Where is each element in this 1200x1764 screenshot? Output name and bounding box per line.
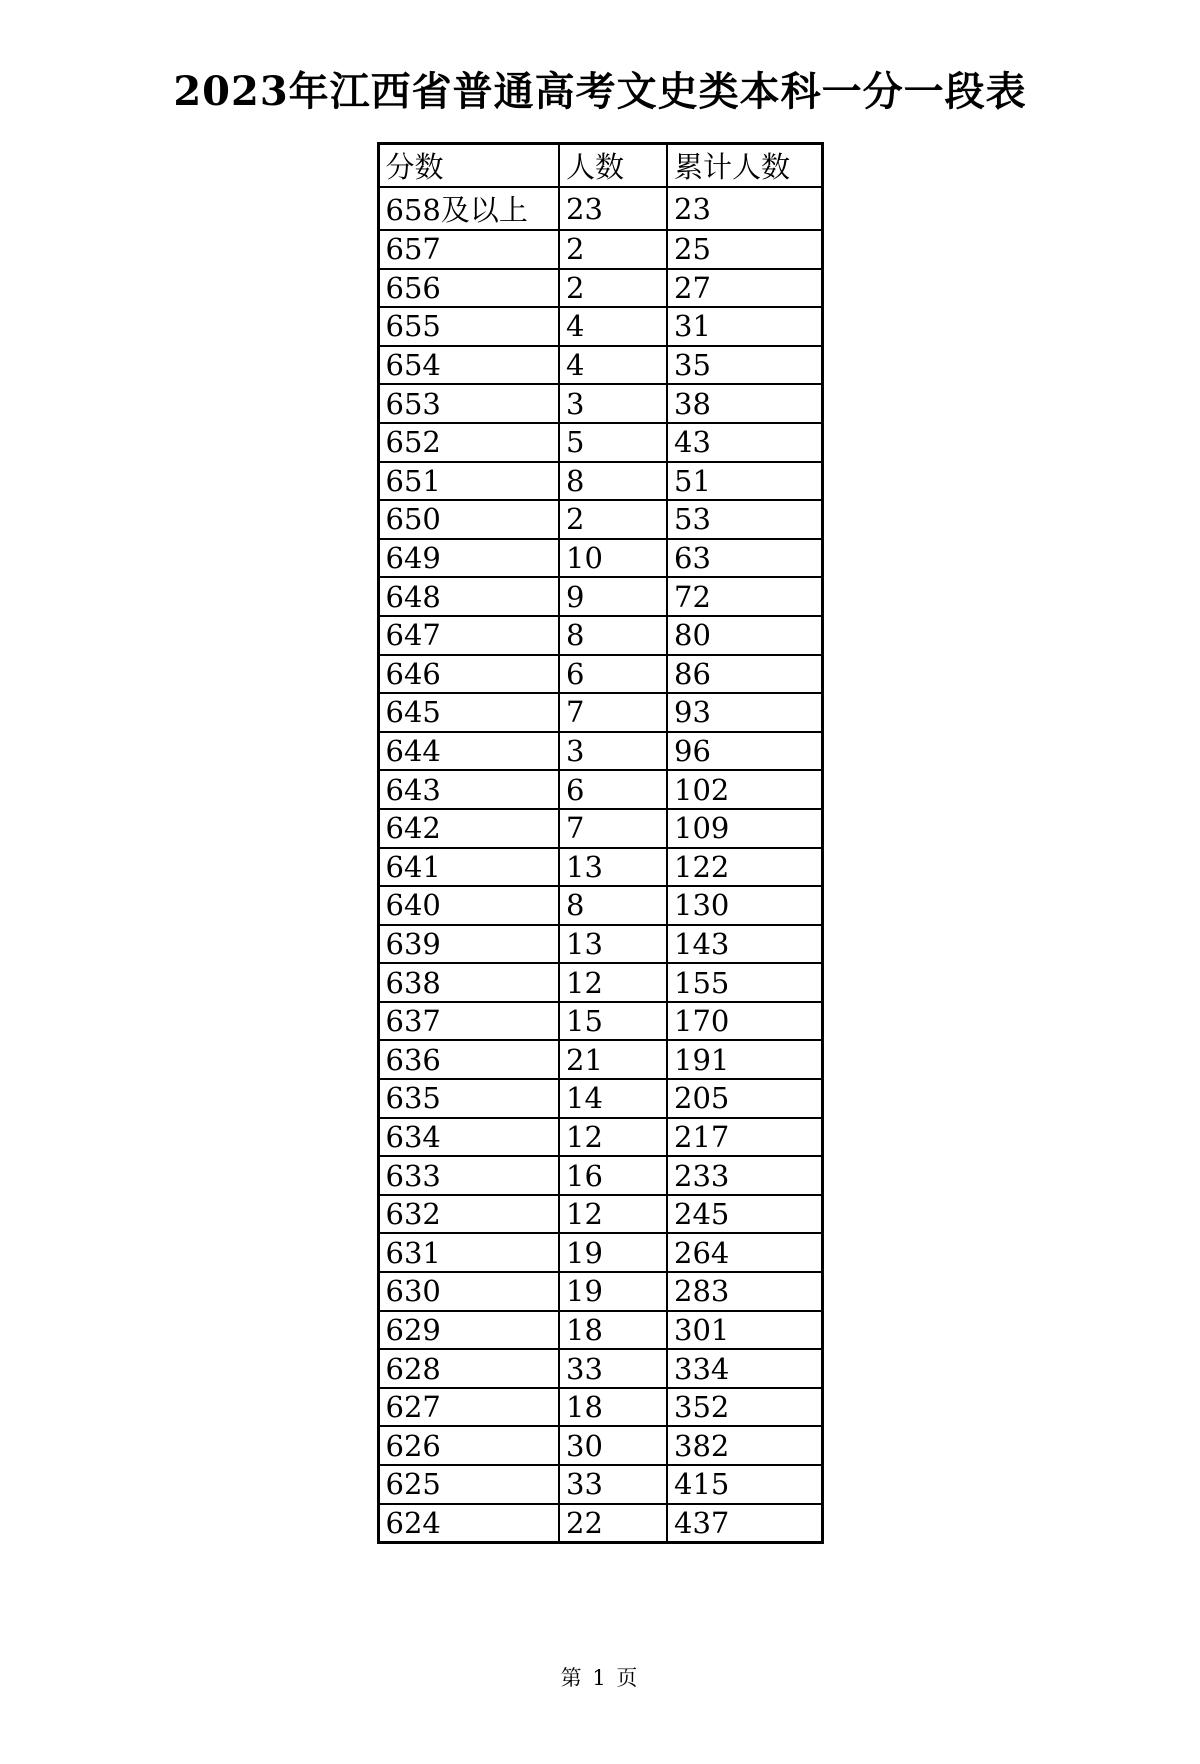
score-cell: 628 bbox=[378, 1349, 559, 1388]
table-row bbox=[378, 1349, 822, 1388]
count-cell: 2 bbox=[559, 500, 667, 539]
table-row bbox=[378, 1233, 822, 1272]
cumulative-cell: 382 bbox=[667, 1426, 822, 1465]
table-row bbox=[378, 1465, 822, 1504]
table-row bbox=[378, 1311, 822, 1350]
table-row bbox=[378, 1156, 822, 1195]
cumulative-cell: 143 bbox=[667, 925, 822, 964]
cumulative-cell: 38 bbox=[667, 384, 822, 423]
count-cell: 9 bbox=[559, 577, 667, 616]
cumulative-cell: 72 bbox=[667, 577, 822, 616]
cumulative-cell: 27 bbox=[667, 269, 822, 308]
cumulative-cell: 301 bbox=[667, 1311, 822, 1350]
score-cell: 643 bbox=[378, 770, 559, 809]
score-cell: 636 bbox=[378, 1040, 559, 1079]
score-cell: 654 bbox=[378, 346, 559, 385]
page-number: 第 1 页 bbox=[560, 1666, 640, 1690]
score-cell: 638 bbox=[378, 963, 559, 1002]
table-row bbox=[378, 963, 822, 1002]
score-cell: 641 bbox=[378, 848, 559, 887]
cumulative-cell: 334 bbox=[667, 1349, 822, 1388]
header-count: 人数 bbox=[559, 144, 667, 188]
count-cell: 8 bbox=[559, 886, 667, 925]
score-cell: 624 bbox=[378, 1504, 559, 1543]
score-cell: 629 bbox=[378, 1311, 559, 1350]
count-cell: 16 bbox=[559, 1156, 667, 1195]
count-cell: 8 bbox=[559, 462, 667, 501]
count-cell: 12 bbox=[559, 1118, 667, 1157]
page-title: 2023年江西省普通高考文史类本科一分一段表 bbox=[173, 68, 1027, 115]
table-row bbox=[378, 693, 822, 732]
score-cell: 655 bbox=[378, 307, 559, 346]
cumulative-cell: 352 bbox=[667, 1388, 822, 1427]
score-cell: 630 bbox=[378, 1272, 559, 1311]
count-cell: 10 bbox=[559, 539, 667, 578]
count-cell: 13 bbox=[559, 925, 667, 964]
count-cell: 3 bbox=[559, 384, 667, 423]
count-cell: 21 bbox=[559, 1040, 667, 1079]
count-cell: 30 bbox=[559, 1426, 667, 1465]
score-cell: 651 bbox=[378, 462, 559, 501]
table-row bbox=[378, 770, 822, 809]
count-cell: 15 bbox=[559, 1002, 667, 1041]
table-row bbox=[378, 1388, 822, 1427]
count-cell: 4 bbox=[559, 307, 667, 346]
cumulative-cell: 233 bbox=[667, 1156, 822, 1195]
count-cell: 8 bbox=[559, 616, 667, 655]
score-cell: 635 bbox=[378, 1079, 559, 1118]
cumulative-cell: 80 bbox=[667, 616, 822, 655]
cumulative-cell: 415 bbox=[667, 1465, 822, 1504]
table-row bbox=[378, 1272, 822, 1311]
cumulative-cell: 245 bbox=[667, 1195, 822, 1234]
score-cell: 647 bbox=[378, 616, 559, 655]
table-header-row bbox=[378, 144, 822, 188]
score-cell: 634 bbox=[378, 1118, 559, 1157]
count-cell: 14 bbox=[559, 1079, 667, 1118]
cumulative-cell: 283 bbox=[667, 1272, 822, 1311]
cumulative-cell: 23 bbox=[667, 187, 822, 230]
count-cell: 19 bbox=[559, 1233, 667, 1272]
count-cell: 2 bbox=[559, 269, 667, 308]
header-cumulative: 累计人数 bbox=[667, 144, 822, 188]
cumulative-cell: 122 bbox=[667, 848, 822, 887]
table-row bbox=[378, 886, 822, 925]
cumulative-cell: 205 bbox=[667, 1079, 822, 1118]
table-row bbox=[378, 616, 822, 655]
table-row bbox=[378, 230, 822, 269]
table-row bbox=[378, 655, 822, 694]
count-cell: 12 bbox=[559, 1195, 667, 1234]
score-cell: 625 bbox=[378, 1465, 559, 1504]
table-row bbox=[378, 539, 822, 578]
cumulative-cell: 170 bbox=[667, 1002, 822, 1041]
table-row bbox=[378, 1426, 822, 1465]
count-cell: 3 bbox=[559, 732, 667, 771]
cumulative-cell: 93 bbox=[667, 693, 822, 732]
cumulative-cell: 217 bbox=[667, 1118, 822, 1157]
cumulative-cell: 437 bbox=[667, 1504, 822, 1543]
table-row bbox=[378, 1504, 822, 1543]
score-cell: 626 bbox=[378, 1426, 559, 1465]
cumulative-cell: 51 bbox=[667, 462, 822, 501]
cumulative-cell: 25 bbox=[667, 230, 822, 269]
table-row bbox=[378, 269, 822, 308]
count-cell: 22 bbox=[559, 1504, 667, 1543]
score-distribution-table bbox=[377, 142, 824, 1544]
table-row bbox=[378, 187, 822, 230]
score-cell: 648 bbox=[378, 577, 559, 616]
count-cell: 19 bbox=[559, 1272, 667, 1311]
cumulative-cell: 43 bbox=[667, 423, 822, 462]
score-cell: 632 bbox=[378, 1195, 559, 1234]
table-row bbox=[378, 732, 822, 771]
score-cell: 637 bbox=[378, 1002, 559, 1041]
score-cell: 644 bbox=[378, 732, 559, 771]
table-row bbox=[378, 809, 822, 848]
cumulative-cell: 155 bbox=[667, 963, 822, 1002]
cumulative-cell: 96 bbox=[667, 732, 822, 771]
score-cell: 657 bbox=[378, 230, 559, 269]
score-cell: 650 bbox=[378, 500, 559, 539]
count-cell: 4 bbox=[559, 346, 667, 385]
score-cell: 653 bbox=[378, 384, 559, 423]
score-cell: 652 bbox=[378, 423, 559, 462]
cumulative-cell: 86 bbox=[667, 655, 822, 694]
cumulative-cell: 31 bbox=[667, 307, 822, 346]
count-cell: 7 bbox=[559, 809, 667, 848]
count-cell: 5 bbox=[559, 423, 667, 462]
count-cell: 6 bbox=[559, 770, 667, 809]
score-cell: 645 bbox=[378, 693, 559, 732]
document-page bbox=[0, 68, 1200, 1764]
score-cell: 639 bbox=[378, 925, 559, 964]
table-row bbox=[378, 346, 822, 385]
score-cell: 656 bbox=[378, 269, 559, 308]
table-row bbox=[378, 1002, 822, 1041]
score-cell: 640 bbox=[378, 886, 559, 925]
table-row bbox=[378, 1195, 822, 1234]
table-row bbox=[378, 500, 822, 539]
count-cell: 7 bbox=[559, 693, 667, 732]
cumulative-cell: 191 bbox=[667, 1040, 822, 1079]
score-cell: 649 bbox=[378, 539, 559, 578]
count-cell: 13 bbox=[559, 848, 667, 887]
cumulative-cell: 109 bbox=[667, 809, 822, 848]
table-row bbox=[378, 577, 822, 616]
table-row bbox=[378, 423, 822, 462]
cumulative-cell: 35 bbox=[667, 346, 822, 385]
count-cell: 23 bbox=[559, 187, 667, 230]
score-cell: 642 bbox=[378, 809, 559, 848]
table-row bbox=[378, 1040, 822, 1079]
score-table-body bbox=[378, 187, 822, 1542]
table-row bbox=[378, 462, 822, 501]
count-cell: 6 bbox=[559, 655, 667, 694]
score-cell: 646 bbox=[378, 655, 559, 694]
cumulative-cell: 63 bbox=[667, 539, 822, 578]
cumulative-cell: 130 bbox=[667, 886, 822, 925]
table-row bbox=[378, 848, 822, 887]
cumulative-cell: 53 bbox=[667, 500, 822, 539]
score-cell: 627 bbox=[378, 1388, 559, 1427]
table-row bbox=[378, 307, 822, 346]
count-cell: 33 bbox=[559, 1465, 667, 1504]
count-cell: 33 bbox=[559, 1349, 667, 1388]
table-row bbox=[378, 925, 822, 964]
table-row bbox=[378, 384, 822, 423]
count-cell: 2 bbox=[559, 230, 667, 269]
count-cell: 18 bbox=[559, 1388, 667, 1427]
cumulative-cell: 102 bbox=[667, 770, 822, 809]
score-cell: 631 bbox=[378, 1233, 559, 1272]
cumulative-cell: 264 bbox=[667, 1233, 822, 1272]
score-cell: 633 bbox=[378, 1156, 559, 1195]
header-score: 分数 bbox=[378, 144, 559, 188]
table-row bbox=[378, 1118, 822, 1157]
count-cell: 12 bbox=[559, 963, 667, 1002]
table-row bbox=[378, 1079, 822, 1118]
count-cell: 18 bbox=[559, 1311, 667, 1350]
score-cell: 658及以上 bbox=[378, 187, 559, 230]
